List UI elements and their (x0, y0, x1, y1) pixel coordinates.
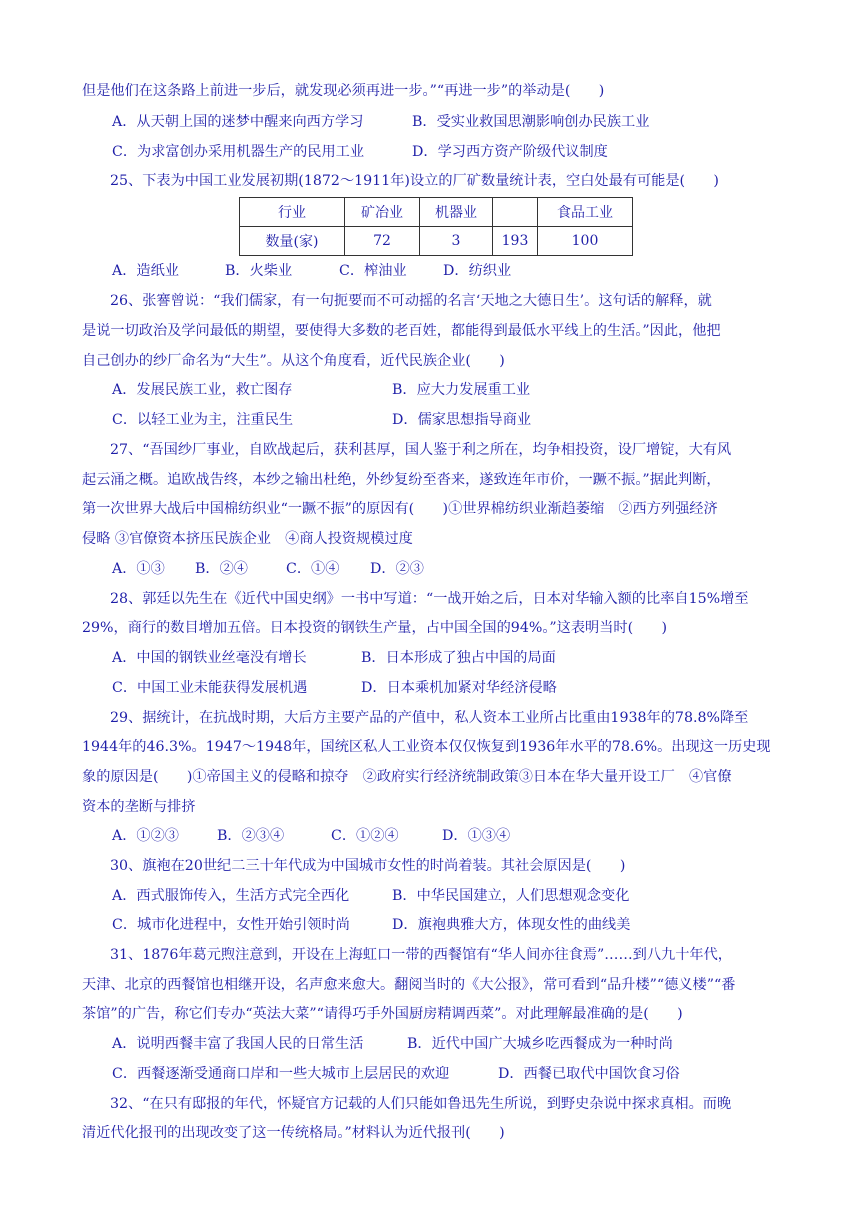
q28-option-c: C．中国工业未能获得发展机遇 (112, 680, 308, 696)
q31-stem-line1: 31、1876年葛元煦注意到，开设在上海虹口一带的西餐馆有“华人间亦往食焉”……到八九十年代， (110, 947, 732, 963)
q27-option-d: D．②③ (370, 561, 424, 577)
q28-option-b: B．日本形成了独占中国的局面 (361, 650, 556, 666)
q24-option-d: D．学习西方资产阶级代议制度 (412, 144, 608, 160)
q24-option-b: B．受实业救国思潮影响创办民族工业 (412, 114, 650, 130)
q31-stem-line2: 天津、北京的西餐馆也相继开设，名声愈来愈大。翻阅当时的《大公报》，常可看到“品升楼”“德义楼”“番 (82, 977, 736, 993)
q27-stem-line4: 侵略 ③官僚资本挤压民族企业 ④商人投资规模过度 (82, 531, 413, 547)
q24-stem-tail: 但是他们在这条路上前进一步后，就发现必须再进一步。”“再进一步”的举动是( ) (82, 83, 605, 99)
q30-option-b: B．中华民国建立，人们思想观念变化 (392, 888, 630, 904)
q31-stem-line3: 茶馆”的广告，称它们专办“英法大菜”“请得巧手外国厨房精调西菜”。对此理解最准确的是( ) (82, 1006, 683, 1022)
table-cell: 数量(家) (240, 227, 345, 256)
table-row (240, 227, 633, 256)
table-cell: 72 (345, 227, 420, 256)
q30-option-a: A．西式服饰传入，生活方式完全西化 (112, 888, 350, 904)
q26-option-b: B．应大力发展重工业 (392, 382, 531, 398)
q29-option-d: D．①③④ (442, 828, 511, 844)
q25-option-b: B．火柴业 (225, 263, 293, 279)
q24-option-a: A．从天朝上国的迷梦中醒来向西方学习 (112, 114, 364, 130)
q27-stem-line3: 第一次世界大战后中国棉纺织业“一蹶不振”的原因有( )①世界棉纺织业渐趋萎缩 ②西方列强经济 (82, 501, 718, 517)
q25-table (239, 197, 633, 256)
table-cell: 3 (420, 227, 493, 256)
q27-option-b: B．②④ (195, 561, 248, 577)
q25-option-c: C．榨油业 (339, 263, 407, 279)
q28-stem-line2: 29%，商行的数目增加五倍。日本投资的钢铁生产量，占中国全国的94%。”这表明当时( ) (82, 620, 668, 636)
q29-stem-line1: 29、据统计，在抗战时期，大后方主要产品的产值中，私人资本工业所占比重由1938年的78.8%降至 (110, 710, 749, 726)
q28-option-a: A．中国的钢铁业丝毫没有增长 (112, 650, 307, 666)
q26-option-d: D．儒家思想指导商业 (392, 412, 532, 428)
q31-option-b: B．近代中国广大城乡吃西餐成为一种时尚 (407, 1036, 673, 1052)
q29-stem-line3: 象的原因是( )①帝国主义的侵略和掠夺 ②政府实行经济统制政策③日本在华大量开设工厂 ④官僚 (82, 769, 732, 785)
q24-option-c: C．为求富创办采用机器生产的民用工业 (112, 144, 365, 160)
table-header-cell: 食品工业 (538, 198, 633, 227)
q28-option-d: D．日本乘机加紧对华经济侵略 (361, 680, 557, 696)
q25-option-a: A．造纸业 (112, 263, 179, 279)
q26-option-a: A．发展民族工业，救亡图存 (112, 382, 293, 398)
table-header-cell: 行业 (240, 198, 345, 227)
q27-option-c: C．①④ (286, 561, 340, 577)
table-header-cell: 机器业 (420, 198, 493, 227)
table-cell: 100 (538, 227, 633, 256)
q30-stem: 30、旗袍在20世纪二三十年代成为中国城市女性的时尚着装。其社会原因是( ) (110, 858, 626, 874)
q31-option-a: A．说明西餐丰富了我国人民的日常生活 (112, 1036, 364, 1052)
q29-option-a: A．①②③ (112, 828, 179, 844)
table-header-cell-blank (493, 198, 538, 227)
q29-stem-line2: 1944年的46.3%。1947～1948年，国统区私人工业资本仅仅恢复到1936年水平的78.6%。出现这一历史现 (82, 739, 771, 755)
q27-option-a: A．①③ (112, 561, 165, 577)
table-header-row (240, 198, 633, 227)
q26-option-c: C．以轻工业为主，注重民生 (112, 412, 294, 428)
q29-stem-line4: 资本的垄断与排挤 (82, 799, 196, 815)
table-cell: 193 (493, 227, 538, 256)
q29-option-b: B．②③④ (217, 828, 285, 844)
q26-stem-line3: 自己创办的纱厂命名为“大生”。从这个角度看，近代民族企业( ) (82, 353, 505, 369)
q32-stem-line1: 32、“在只有邸报的年代，怀疑官方记载的人们只能如鲁迅先生所说，到野史杂说中探求真相。而晚 (110, 1096, 732, 1112)
q32-stem-line2: 清近代化报刊的出现改变了这一传统格局。”材料认为近代报刊( ) (82, 1125, 505, 1141)
q28-stem-line1: 28、郭廷以先生在《近代中国史纲》一书中写道：“一战开始之后，日本对华输入额的比率自15%增至 (110, 591, 749, 607)
q30-option-c: C．城市化进程中，女性开始引领时尚 (112, 917, 350, 933)
q25-option-d: D．纺织业 (443, 263, 512, 279)
q27-stem-line1: 27、“吾国纱厂事业，自欧战起后，获利甚厚，国人鉴于利之所在，均争相投资，设厂增锭，大有风 (110, 442, 732, 458)
q29-option-c: C．①②④ (331, 828, 399, 844)
q25-stem: 25、下表为中国工业发展初期(1872～1911年)设立的厂矿数量统计表，空白处最有可能是( ) (110, 173, 719, 189)
table-header-cell: 矿冶业 (345, 198, 420, 227)
q26-stem-line1: 26、张謇曾说：“我们儒家，有一句扼要而不可动摇的名言‘天地之大德日生’。这句话的解释，就 (110, 293, 712, 309)
q30-option-d: D．旗袍典雅大方，体现女性的曲线美 (392, 917, 631, 933)
q31-option-c: C．西餐逐渐受通商口岸和一些大城市上层居民的欢迎 (112, 1066, 450, 1082)
q26-stem-line2: 是说一切政治及学问最低的期望，要使得大多数的老百姓，都能得到最低水平线上的生活。”因此，他把 (82, 323, 721, 339)
q27-stem-line2: 起云涌之概。追欧战告终，本纱之输出杜绝，外纱复纷至沓来，遂致连年市价，一蹶不振。”据此判断， (82, 472, 721, 488)
q31-option-d: D．西餐已取代中国饮食习俗 (498, 1066, 680, 1082)
